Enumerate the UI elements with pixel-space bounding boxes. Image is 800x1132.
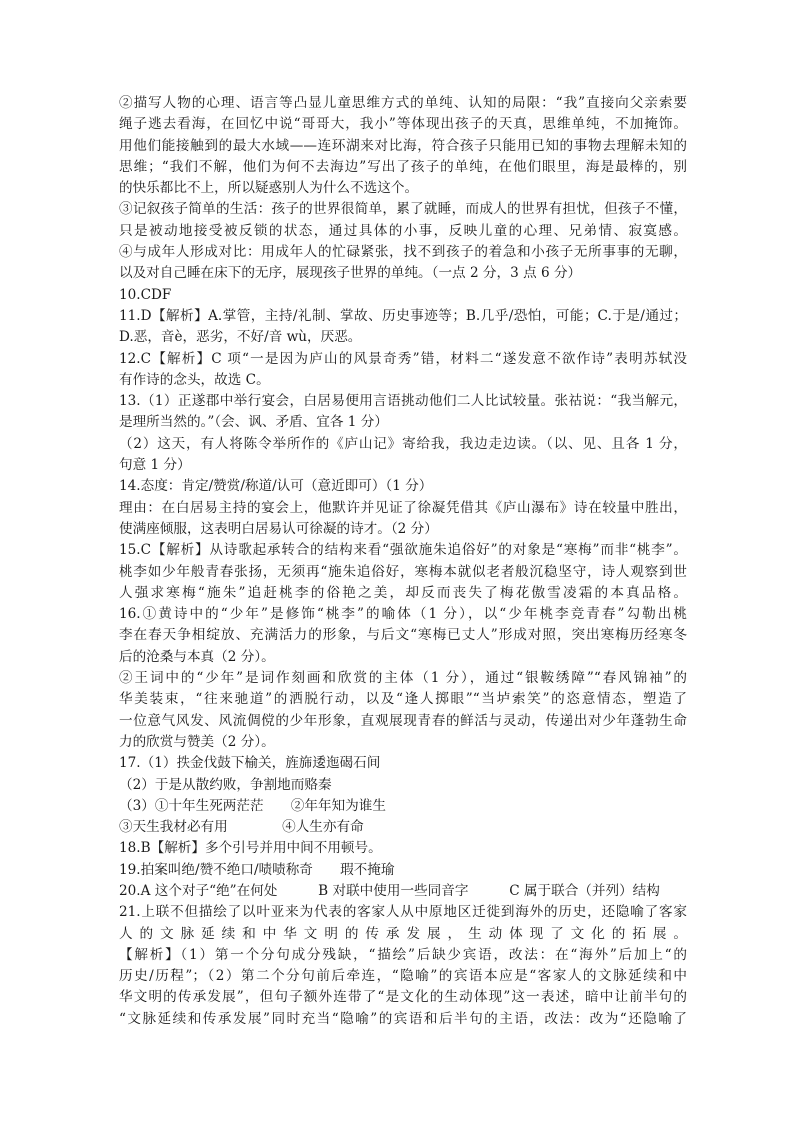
text-line: 历史/历程”；（2）第二个分句前后牵连，“隐喻”的宾语本应是“客家人的文脉延续和中 bbox=[119, 968, 687, 985]
text-line: 11.D【解析】A.掌管，主持/礼制、掌故、历史事迹等；B.几乎/恐怕，可能；C.于是/通过； bbox=[119, 307, 687, 324]
text-line: 后的沧桑与本真（2 分）。 bbox=[119, 648, 275, 665]
text-line: 20.A 这个对子“绝”在何处 B 对联中使用一些同音字 C 属于联合（并列）结构 bbox=[119, 882, 660, 899]
text-line: 是理所当然的。”（会、讽、矛盾、宜各 1 分） bbox=[119, 414, 388, 431]
text-line: 华美装束，“往来驰道”的洒脱行动，以及“逢人掷眼”“当垆索笑”的恣意情态，塑造了 bbox=[119, 691, 687, 708]
text-line: （3）①十年生死两茫茫 ②年年知为谁生 bbox=[119, 797, 386, 814]
text-line: ②描写人物的心理、语言等凸显儿童思维方式的单纯、认知的局限：“我”直接向父亲索要 bbox=[119, 95, 687, 111]
text-line: 16.①黄诗中的“少年”是修饰“桃李”的喻体（1 分），以“少年桃李竞青春”勾勒出桃 bbox=[119, 606, 687, 623]
text-line: ③天生我材必有用 ④人生亦有命 bbox=[119, 819, 364, 836]
text-line: （2）这天，有人将陈令举所作的《庐山记》寄给我，我边走边读。（以、见、且各 1 分， bbox=[119, 435, 687, 452]
text-line: 人的文脉延续和中华文明的传承发展，生动体现了文化的拓展。 bbox=[119, 925, 687, 942]
text-line: D.恶，音è，恶劣，不好/音 wù，厌恶。 bbox=[119, 329, 362, 346]
text-line: 13.（1）正遂郡中举行宴会，白居易便用言语挑动他们二人比试较量。张祜说：“我当解元， bbox=[119, 393, 687, 410]
text-line: 以及对自己睡在床下的无序，展现孩子世界的单纯。（一点 2 分，3 点 6 分） bbox=[119, 265, 582, 282]
text-line: 桃李如少年般青春张扬，无须再“施朱追俗好，寒梅本就似老者般沉稳坚守，诗人观察到世 bbox=[119, 563, 687, 580]
text-line: 华文明的传承发展”，但句子额外连带了“是文化的生动体现”这一表述，暗中让前半句的 bbox=[119, 989, 687, 1006]
text-line: 李在春天争相绽放、充满活力的形象，与后文“寒梅已丈人”形成对照，突出寒梅历经寒冬 bbox=[119, 627, 687, 644]
text-line: 19.拍案叫绝/赞不绝口/啧啧称奇 瑕不掩瑜 bbox=[119, 861, 395, 878]
text-line: 【解析】（1）第一个分句成分残缺，“描绘”后缺少宾语，改法：在“海外”后加上“的 bbox=[119, 946, 687, 963]
text-line: 15.C【解析】从诗歌起承转合的结构来看“强欲施朱追俗好”的对象是“寒梅”而非“桃李”。 bbox=[119, 542, 687, 559]
text-line: “文脉延续和传承发展”同时充当“隐喻”的宾语和后半句的主语，改法：改为“还隐喻了 bbox=[119, 1010, 687, 1027]
text-line: 的快乐都比不上，所以疑惑别人为什么不选这个。 bbox=[119, 180, 419, 197]
text-line: 人强求寒梅“施朱”追赶桃李的俗艳之美，却反而丧失了梅花傲雪凌霜的本真品格。 bbox=[119, 584, 687, 601]
text-line: 18.B【解析】多个引号并用中间不用顿号。 bbox=[119, 840, 382, 857]
text-line: 使满座倾服，这表明白居易认可徐凝的诗才。（2 分） bbox=[119, 520, 438, 537]
text-line: 思维；“我们不解，他们为何不去海边”写出了孩子的单纯，在他们眼里，海是最棒的，别 bbox=[119, 158, 687, 175]
text-line: ②王词中的“少年”是词作刻画和欣赏的主体（1 分），通过“银鞍绣障”“春风锦袖”的 bbox=[119, 670, 687, 687]
text-line: 只是被动地接受被反锁的状态，通过具体的小事，反映儿童的心理、兄弟情、寂寞感。 bbox=[119, 222, 687, 239]
text-line: 17.（1）抶金伐鼓下榆关，旌旆逶迤碣石间 bbox=[119, 755, 381, 772]
text-line: 句意 1 分） bbox=[119, 457, 191, 474]
text-line: 绳子逃去看海，在回忆中说“哥哥大，我小”等体现出孩子的天真，思维单纯，不加掩饰。 bbox=[119, 116, 687, 133]
text-line: 14.态度：肯定/赞赏/称道/认可（意近即可）（1 分） bbox=[119, 478, 433, 495]
answer-key-text bbox=[119, 93, 687, 1030]
text-line: 21.上联不但描绘了以叶亚来为代表的客家人从中原地区迁徙到海外的历史，还隐喻了客家 bbox=[119, 904, 687, 921]
text-line: 一位意气风发、风流倜傥的少年形象，直观展现青春的鲜活与灵动，传递出对少年蓬勃生命 bbox=[119, 712, 687, 729]
text-line: （2）于是从散约败，争割地而赂秦 bbox=[119, 776, 332, 793]
text-line: 12.C【解析】C 项“一是因为庐山的风景奇秀”错，材料二“遂发意不欲作诗”表明苏轼没 bbox=[119, 350, 687, 367]
text-line: 理由：在白居易主持的宴会上，他默许并见证了徐凝凭借其《庐山瀑布》诗在较量中胜出， bbox=[119, 499, 687, 516]
text-line: 10.CDF bbox=[119, 286, 172, 303]
text-line: ③记叙孩子简单的生活：孩子的世界很简单，累了就睡，而成人的世界有担忧，但孩子不懂， bbox=[119, 201, 687, 218]
text-line: 有作诗的念头，故选 C。 bbox=[119, 371, 270, 388]
text-line: 力的欣赏与赞美（2 分）。 bbox=[119, 733, 275, 750]
text-line: ④与成年人形成对比：用成年人的忙碌紧张，找不到孩子的着急和小孩子无所事事的无聊， bbox=[119, 244, 687, 261]
text-line: 用他们能接触到的最大水域——连环湖来对比海，符合孩子只能用已知的事物去理解未知的 bbox=[119, 137, 687, 154]
